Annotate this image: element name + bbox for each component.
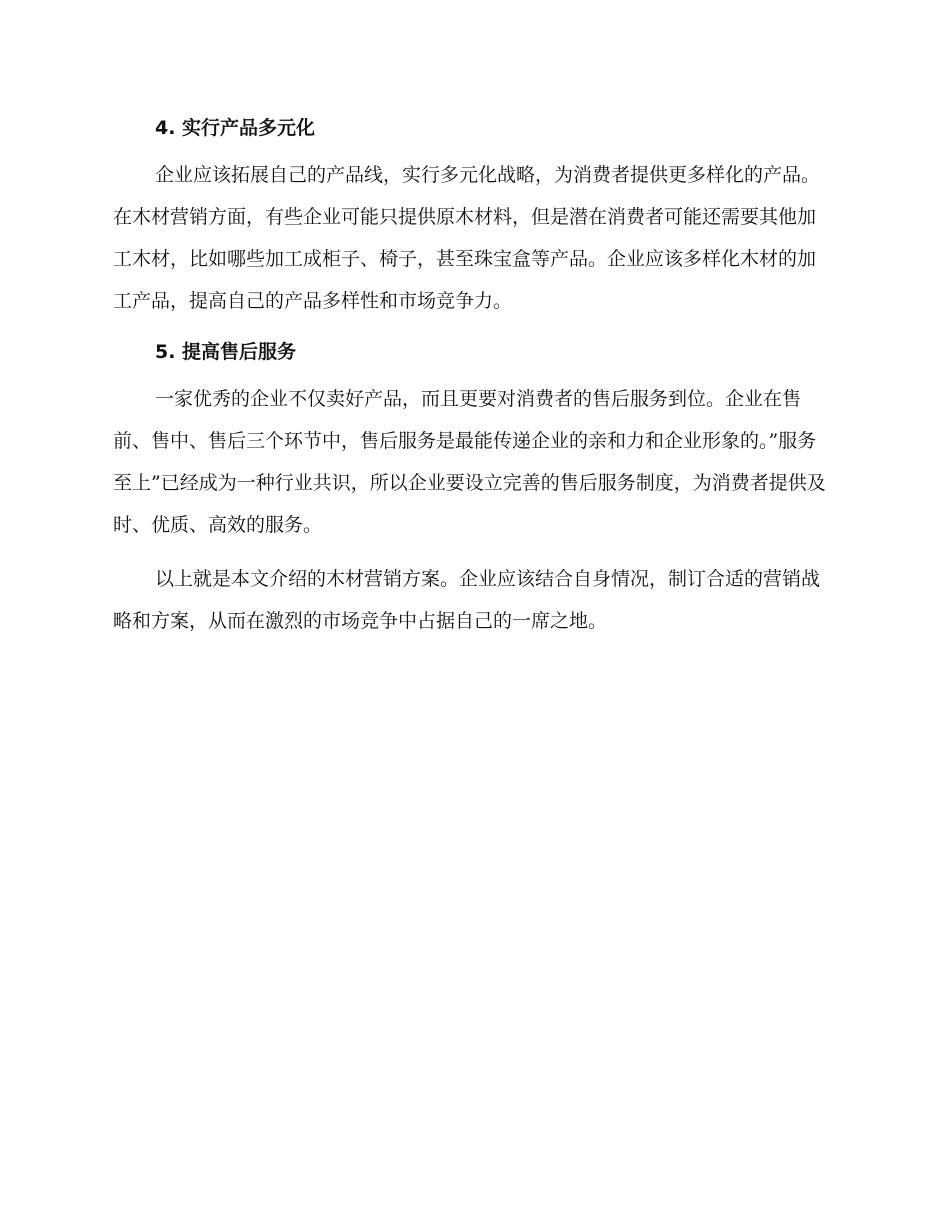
section-heading-4: 4. 实行产品多元化 [155,117,316,139]
section-paragraph-5: 一家优秀的企业不仅卖好产品，而且更要对消费者的售后服务到位。企业在售前、售中、售后三个环节中，售后服务是最能传递企业的亲和力和企业形象的。”服务至上”已经成为一种行业共识，所以企业要设立完善的售后服务制度，为消费者提供及时、优质、高效的服务。 [113,388,826,536]
section-paragraph-4: 企业应该拓展自己的产品线，实行多元化战略，为消费者提供更多样化的产品。在木材营销方面，有些企业可能只提供原木材料，但是潜在消费者可能还需要其他加工木材，比如哪些加工成柜子、椅子，甚至珠宝盒等产品。企业应该多样化木材的加工产品，提高自己的产品多样性和市场竞争力。 [113,164,821,312]
conclusion-paragraph: 以上就是本文介绍的木材营销方案。企业应该结合自身情况，制订合适的营销战略和方案，从而在激烈的市场竞争中占据自己的一席之地。 [113,568,821,632]
document-page [113,110,833,654]
section-heading-5: 5. 提高售后服务 [155,341,297,363]
